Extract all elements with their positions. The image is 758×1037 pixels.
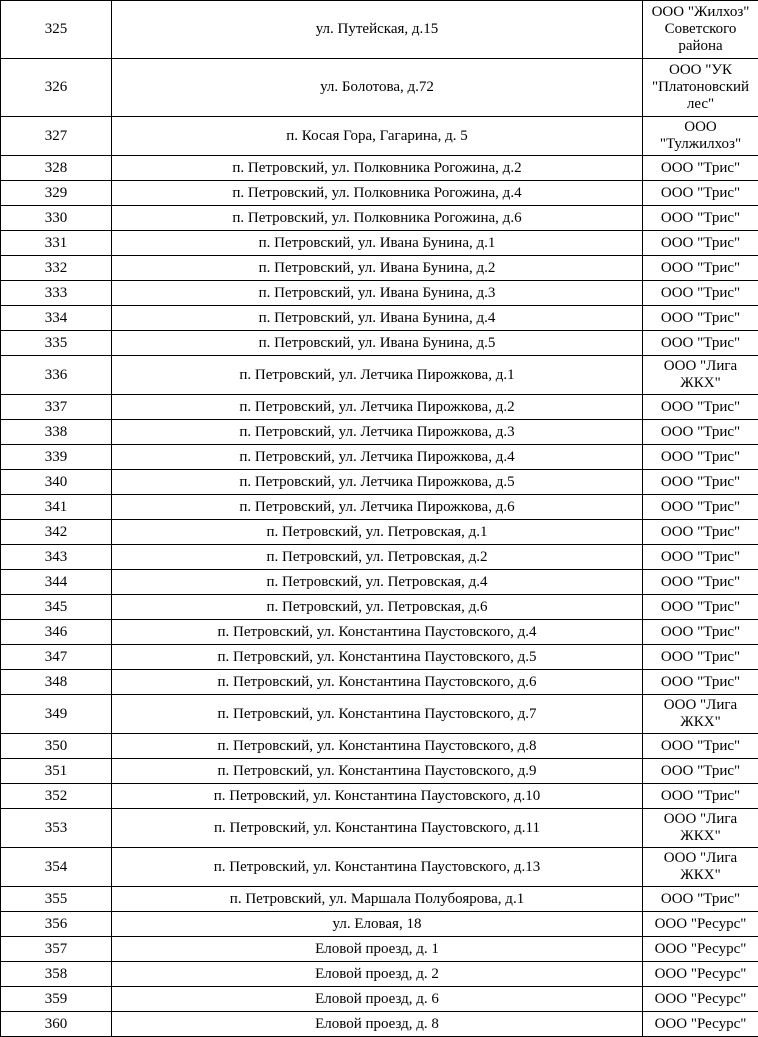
table-row	[1, 887, 758, 912]
organization-cell: ООО "Трис"	[643, 231, 758, 256]
row-number: 327	[1, 117, 112, 156]
table-row	[1, 117, 758, 156]
address-cell: п. Петровский, ул. Ивана Бунина, д.5	[112, 331, 643, 356]
row-number: 336	[1, 356, 112, 395]
row-number: 351	[1, 759, 112, 784]
address-cell: п. Петровский, ул. Константина Паустовского, д.8	[112, 734, 643, 759]
table-row	[1, 356, 758, 395]
table-body	[1, 1, 758, 1037]
organization-cell: ООО "Трис"	[643, 420, 758, 445]
row-number: 339	[1, 445, 112, 470]
row-number: 354	[1, 848, 112, 887]
row-number: 353	[1, 809, 112, 848]
table-row	[1, 156, 758, 181]
table-row	[1, 809, 758, 848]
row-number: 338	[1, 420, 112, 445]
row-number: 347	[1, 645, 112, 670]
organization-cell: ООО "Трис"	[643, 545, 758, 570]
organization-cell: ООО "Трис"	[643, 645, 758, 670]
row-number: 346	[1, 620, 112, 645]
table-row	[1, 420, 758, 445]
organization-cell: ООО "Трис"	[643, 784, 758, 809]
address-cell: Еловой проезд, д. 1	[112, 937, 643, 962]
organization-cell: ООО "Лига ЖКХ"	[643, 356, 758, 395]
organization-cell: ООО "Лига ЖКХ"	[643, 809, 758, 848]
address-cell: п. Петровский, ул. Петровская, д.1	[112, 520, 643, 545]
address-cell: п. Петровский, ул. Полковника Рогожина, д.2	[112, 156, 643, 181]
address-cell: п. Петровский, ул. Летчика Пирожкова, д.4	[112, 445, 643, 470]
address-cell: п. Петровский, ул. Летчика Пирожкова, д.2	[112, 395, 643, 420]
row-number: 345	[1, 595, 112, 620]
organization-cell: ООО "Лига ЖКХ"	[643, 848, 758, 887]
table-row	[1, 206, 758, 231]
address-cell: п. Петровский, ул. Полковника Рогожина, д.6	[112, 206, 643, 231]
organization-cell: ООО "Лига ЖКХ"	[643, 695, 758, 734]
row-number: 350	[1, 734, 112, 759]
table-row	[1, 520, 758, 545]
organization-cell: ООО "Трис"	[643, 759, 758, 784]
row-number: 358	[1, 962, 112, 987]
address-cell: п. Петровский, ул. Ивана Бунина, д.4	[112, 306, 643, 331]
address-cell: Еловой проезд, д. 6	[112, 987, 643, 1012]
address-cell: п. Петровский, ул. Петровская, д.6	[112, 595, 643, 620]
address-cell: п. Петровский, ул. Константина Паустовского, д.11	[112, 809, 643, 848]
organization-cell: ООО "Трис"	[643, 670, 758, 695]
table-row	[1, 695, 758, 734]
table-row	[1, 962, 758, 987]
table-row	[1, 281, 758, 306]
organization-cell: ООО "Ресурс"	[643, 937, 758, 962]
organization-cell: ООО "Трис"	[643, 620, 758, 645]
organization-cell: ООО "Ресурс"	[643, 912, 758, 937]
table-row	[1, 306, 758, 331]
row-number: 335	[1, 331, 112, 356]
address-cell: п. Петровский, ул. Ивана Бунина, д.2	[112, 256, 643, 281]
organization-cell: ООО "Трис"	[643, 495, 758, 520]
table-row	[1, 445, 758, 470]
row-number: 359	[1, 987, 112, 1012]
organization-cell: ООО "Трис"	[643, 734, 758, 759]
address-cell: п. Петровский, ул. Ивана Бунина, д.3	[112, 281, 643, 306]
organization-cell: ООО "Жилхоз" Советского района	[643, 1, 758, 59]
row-number: 329	[1, 181, 112, 206]
table-row	[1, 848, 758, 887]
row-number: 331	[1, 231, 112, 256]
row-number: 330	[1, 206, 112, 231]
organization-cell: ООО "Трис"	[643, 570, 758, 595]
row-number: 352	[1, 784, 112, 809]
table-row	[1, 1, 758, 59]
address-cell: п. Косая Гора, Гагарина, д. 5	[112, 117, 643, 156]
table-row	[1, 1012, 758, 1037]
organization-cell: ООО "Трис"	[643, 595, 758, 620]
organization-cell: ООО "Трис"	[643, 395, 758, 420]
address-cell: Еловой проезд, д. 8	[112, 1012, 643, 1037]
table-row	[1, 570, 758, 595]
row-number: 360	[1, 1012, 112, 1037]
organization-cell: ООО "Трис"	[643, 156, 758, 181]
row-number: 342	[1, 520, 112, 545]
address-cell: ул. Еловая, 18	[112, 912, 643, 937]
organization-cell: ООО "Трис"	[643, 331, 758, 356]
table-row	[1, 495, 758, 520]
organization-cell: ООО "Ресурс"	[643, 1012, 758, 1037]
row-number: 325	[1, 1, 112, 59]
organization-cell: ООО "УК "Платоновский лес"	[643, 59, 758, 117]
organization-cell: ООО "Трис"	[643, 520, 758, 545]
address-cell: п. Петровский, ул. Летчика Пирожкова, д.6	[112, 495, 643, 520]
table-row	[1, 987, 758, 1012]
address-cell: п. Петровский, ул. Константина Паустовского, д.13	[112, 848, 643, 887]
organization-cell: ООО "Трис"	[643, 470, 758, 495]
organization-cell: ООО "Трис"	[643, 206, 758, 231]
organization-cell: ООО "Тулжилхоз"	[643, 117, 758, 156]
address-cell: п. Петровский, ул. Петровская, д.4	[112, 570, 643, 595]
row-number: 356	[1, 912, 112, 937]
row-number: 328	[1, 156, 112, 181]
address-cell: п. Петровский, ул. Полковника Рогожина, д.4	[112, 181, 643, 206]
row-number: 348	[1, 670, 112, 695]
organization-cell: ООО "Трис"	[643, 281, 758, 306]
address-cell: п. Петровский, ул. Петровская, д.2	[112, 545, 643, 570]
address-cell: п. Петровский, ул. Константина Паустовского, д.5	[112, 645, 643, 670]
row-number: 349	[1, 695, 112, 734]
address-cell: п. Петровский, ул. Константина Паустовского, д.4	[112, 620, 643, 645]
address-cell: п. Петровский, ул. Константина Паустовского, д.10	[112, 784, 643, 809]
table-row	[1, 620, 758, 645]
address-cell: п. Петровский, ул. Летчика Пирожкова, д.5	[112, 470, 643, 495]
address-cell: п. Петровский, ул. Константина Паустовского, д.7	[112, 695, 643, 734]
row-number: 334	[1, 306, 112, 331]
address-cell: п. Петровский, ул. Летчика Пирожкова, д.1	[112, 356, 643, 395]
table-row	[1, 545, 758, 570]
organization-cell: ООО "Ресурс"	[643, 962, 758, 987]
address-cell: Еловой проезд, д. 2	[112, 962, 643, 987]
address-cell: ул. Путейская, д.15	[112, 1, 643, 59]
organization-cell: ООО "Трис"	[643, 306, 758, 331]
organization-cell: ООО "Трис"	[643, 887, 758, 912]
row-number: 343	[1, 545, 112, 570]
table-row	[1, 645, 758, 670]
row-number: 333	[1, 281, 112, 306]
address-cell: п. Петровский, ул. Летчика Пирожкова, д.3	[112, 420, 643, 445]
row-number: 332	[1, 256, 112, 281]
row-number: 341	[1, 495, 112, 520]
table-row	[1, 912, 758, 937]
table-row	[1, 256, 758, 281]
row-number: 344	[1, 570, 112, 595]
table-row	[1, 395, 758, 420]
table-row	[1, 595, 758, 620]
organization-cell: ООО "Ресурс"	[643, 987, 758, 1012]
table-row	[1, 331, 758, 356]
address-cell: п. Петровский, ул. Константина Паустовского, д.6	[112, 670, 643, 695]
address-cell: ул. Болотова, д.72	[112, 59, 643, 117]
table-row	[1, 231, 758, 256]
organization-cell: ООО "Трис"	[643, 181, 758, 206]
table-row	[1, 59, 758, 117]
address-cell: п. Петровский, ул. Ивана Бунина, д.1	[112, 231, 643, 256]
address-cell: п. Петровский, ул. Маршала Полубоярова, д.1	[112, 887, 643, 912]
table-row	[1, 181, 758, 206]
organization-cell: ООО "Трис"	[643, 256, 758, 281]
table-row	[1, 937, 758, 962]
address-cell: п. Петровский, ул. Константина Паустовского, д.9	[112, 759, 643, 784]
table-row	[1, 734, 758, 759]
organization-cell: ООО "Трис"	[643, 445, 758, 470]
table-row	[1, 670, 758, 695]
row-number: 326	[1, 59, 112, 117]
table-row	[1, 470, 758, 495]
table-row	[1, 784, 758, 809]
row-number: 337	[1, 395, 112, 420]
row-number: 355	[1, 887, 112, 912]
row-number: 357	[1, 937, 112, 962]
row-number: 340	[1, 470, 112, 495]
table-row	[1, 759, 758, 784]
